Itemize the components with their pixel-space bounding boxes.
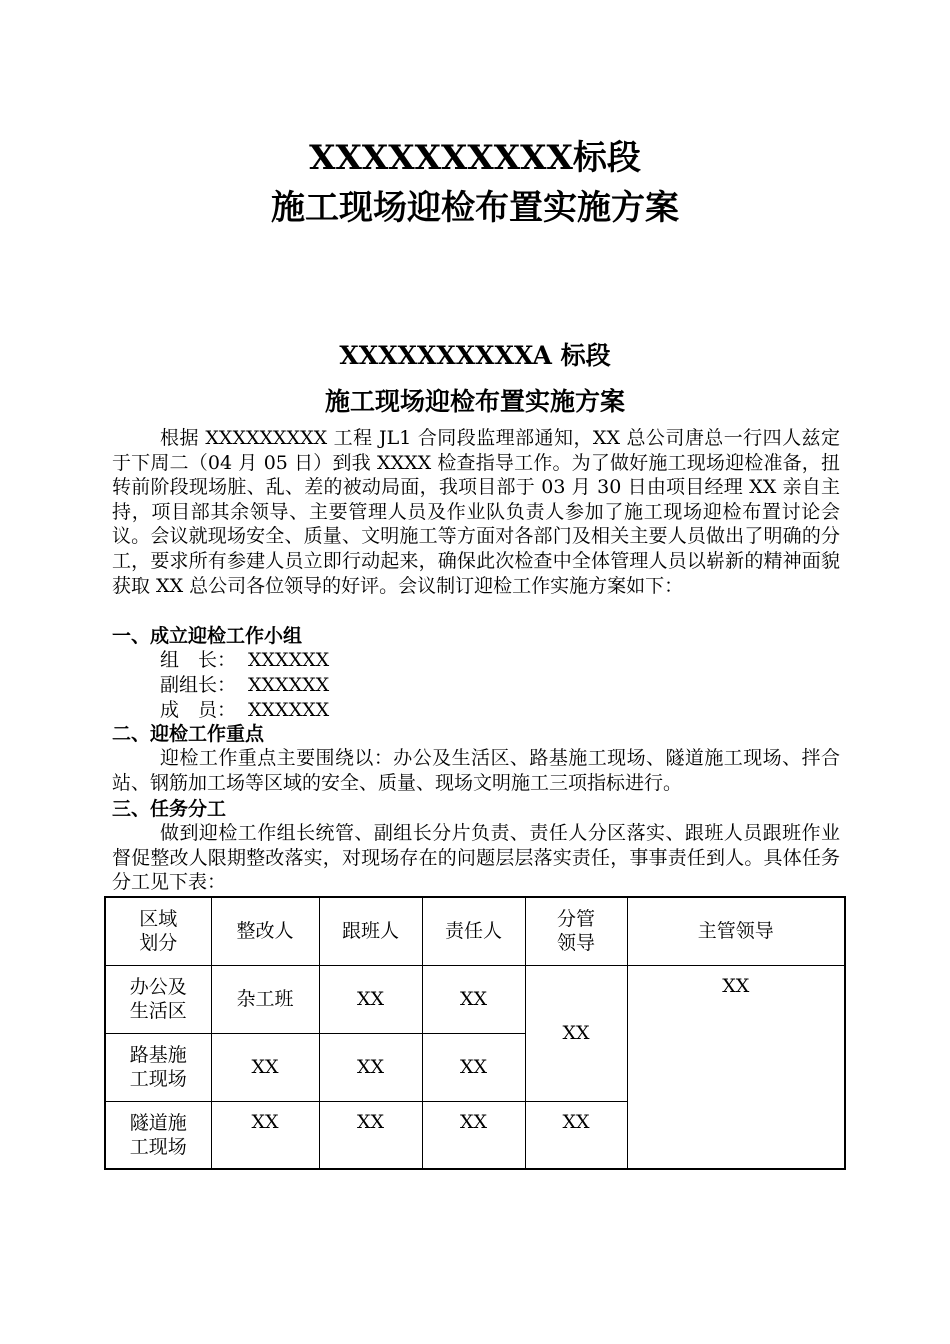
member-deputy — [160, 673, 329, 698]
member-leader — [160, 648, 329, 673]
section3-heading: 三、任务分工 — [112, 798, 227, 820]
cell-responsible: XX — [422, 1033, 525, 1101]
member-role: 副组长： — [160, 674, 237, 696]
member-role: 组 长： — [160, 649, 237, 671]
cell-follower: XX — [319, 1033, 422, 1101]
cell-area: 路基施 工现场 — [105, 1033, 211, 1101]
section2-heading: 二、迎检工作重点 — [112, 723, 265, 745]
doc-title-line2: 施工现场迎检布置实施方案 — [324, 387, 625, 416]
member-role: 成 员： — [160, 699, 237, 721]
doc-title-line1: XXXXXXXXXXA 标段 — [339, 341, 611, 370]
section1-heading: 一、成立迎检工作小组 — [112, 625, 303, 647]
header-supervisor: 分管 领导 — [525, 897, 627, 965]
cell-rectifier: XX — [211, 1101, 319, 1169]
cover-title-line1: XXXXXXXXXX标段 — [309, 138, 641, 178]
header-area: 区域 划分 — [105, 897, 211, 965]
member-name: XXXXXX — [248, 674, 330, 696]
cell-leader-merged: XX — [627, 965, 845, 1169]
header-leader: 主管领导 — [627, 897, 845, 965]
table-header-row — [105, 897, 845, 965]
cell-rectifier: 杂工班 — [211, 965, 319, 1033]
cover-title-line2: 施工现场迎检布置实施方案 — [271, 188, 679, 228]
cell-responsible: XX — [422, 965, 525, 1033]
cell-follower: XX — [319, 965, 422, 1033]
header-follower: 跟班人 — [319, 897, 422, 965]
cell-area: 办公及 生活区 — [105, 965, 211, 1033]
member-name: XXXXXX — [248, 649, 330, 671]
table-row — [105, 965, 845, 1033]
cell-area: 隧道施 工现场 — [105, 1101, 211, 1169]
cell-responsible: XX — [422, 1101, 525, 1169]
intro-paragraph: 根据 XXXXXXXXX 工程 JL1 合同段监理部通知，XX 总公司唐总一行四人兹定于下周二（04 月 05 日）到我 XXXX 检查指导工作。为了做好施工现场迎检准备，扭转前阶段现场脏、乱、差的被动局面，我项目部于 03 月 30 日由项目经理 XX 亲自主持，项目部其余领导、主要管理人员及作业队负责人参加了施工现场迎检布置讨论会议。会议就现场安全、质量、文明施工等方面对各部门及相关主要人员做出了明确的分工，要求所有参建人员立即行动起来，确保此次检查中全体管理人员以崭新的精神面貌获取 XX 总公司各位领导的好评。会议制订迎检工作实施方案如下： — [112, 427, 840, 597]
header-rectifier: 整改人 — [211, 897, 319, 965]
cell-rectifier: XX — [211, 1033, 319, 1101]
cell-follower: XX — [319, 1101, 422, 1169]
member-staff — [160, 698, 329, 723]
cell-supervisor: XX — [525, 1101, 627, 1169]
task-table — [104, 896, 846, 1170]
section2-paragraph: 迎检工作重点主要围绕以：办公及生活区、路基施工现场、隧道施工现场、拌合站、钢筋加工场等区域的安全、质量、现场文明施工三项指标进行。 — [112, 747, 840, 794]
cell-supervisor-merged: XX — [525, 965, 627, 1101]
member-name: XXXXXX — [248, 699, 330, 721]
section3-paragraph: 做到迎检工作组长统管、副组长分片负责、责任人分区落实、跟班人员跟班作业督促整改人限期整改落实，对现场存在的问题层层落实责任，事事责任到人。具体任务分工见下表： — [112, 822, 840, 894]
header-responsible: 责任人 — [422, 897, 525, 965]
